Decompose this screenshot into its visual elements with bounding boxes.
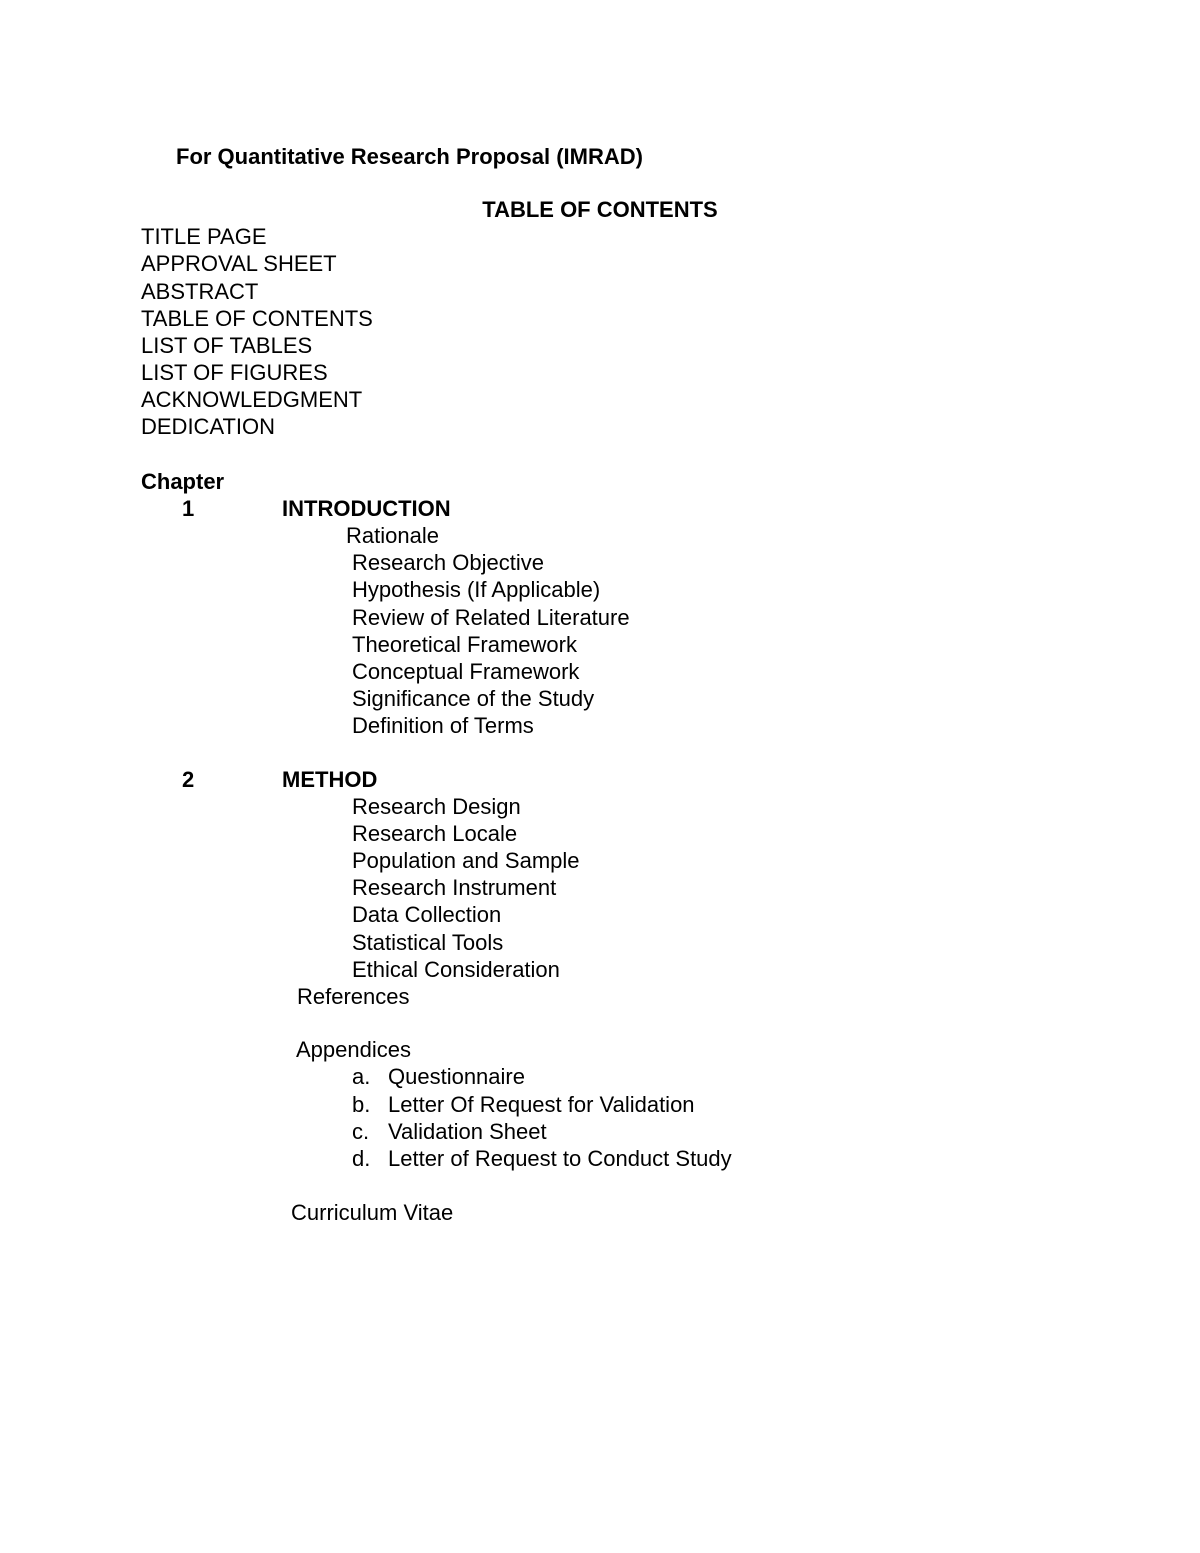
appendix-item: [352, 1118, 547, 1145]
chapter-section: Statistical Tools: [352, 930, 504, 955]
front-matter-item: LIST OF TABLES: [141, 333, 313, 358]
curriculum-vitae-entry: Curriculum Vitae: [291, 1200, 454, 1225]
appendix-text: Letter Of Request for Validation: [388, 1092, 695, 1117]
appendix-marker: c.: [352, 1119, 370, 1144]
front-matter-item: TITLE PAGE: [141, 224, 267, 249]
chapter-title: INTRODUCTION: [282, 496, 451, 521]
front-matter-item: DEDICATION: [141, 414, 276, 439]
chapter-section: Significance of the Study: [352, 686, 595, 711]
chapter-section: Review of Related Literature: [352, 605, 630, 630]
document-heading: For Quantitative Research Proposal (IMRAD): [176, 144, 643, 169]
appendix-marker: b.: [352, 1092, 371, 1117]
appendix-item: [352, 1091, 695, 1118]
chapter-title: METHOD: [282, 767, 378, 792]
front-matter-item: TABLE OF CONTENTS: [141, 306, 373, 331]
appendix-marker: a.: [352, 1064, 371, 1089]
chapter-section: Ethical Consideration: [352, 957, 560, 982]
chapter-section: Data Collection: [352, 902, 502, 927]
appendix-item: [352, 1145, 732, 1172]
front-matter-item: LIST OF FIGURES: [141, 360, 328, 385]
toc-title: TABLE OF CONTENTS: [482, 197, 718, 222]
chapter-number: 1: [182, 496, 195, 521]
chapter-section: Rationale: [346, 523, 439, 548]
chapter-section: Conceptual Framework: [352, 659, 580, 684]
appendix-marker: d.: [352, 1146, 371, 1171]
references-entry: References: [297, 984, 410, 1009]
chapter-section: Theoretical Framework: [352, 632, 577, 657]
appendix-text: Questionnaire: [388, 1064, 525, 1089]
chapter-number: 2: [182, 767, 195, 792]
appendix-text: Letter of Request to Conduct Study: [388, 1146, 732, 1171]
appendix-text: Validation Sheet: [388, 1119, 547, 1144]
chapter-section: Hypothesis (If Applicable): [352, 577, 601, 602]
front-matter-item: ABSTRACT: [141, 279, 259, 304]
front-matter-item: ACKNOWLEDGMENT: [141, 387, 363, 412]
chapter-section: Research Locale: [352, 821, 518, 846]
appendices-label: Appendices: [296, 1037, 411, 1062]
chapter-section: Population and Sample: [352, 848, 580, 873]
chapter-section: Research Instrument: [352, 875, 557, 900]
front-matter-item: APPROVAL SHEET: [141, 251, 337, 276]
chapter-label: Chapter: [141, 469, 225, 494]
chapter-section: Research Design: [352, 794, 521, 819]
chapter-section: Definition of Terms: [352, 713, 534, 738]
chapter-section: Research Objective: [352, 550, 544, 575]
appendix-item: [352, 1063, 525, 1090]
